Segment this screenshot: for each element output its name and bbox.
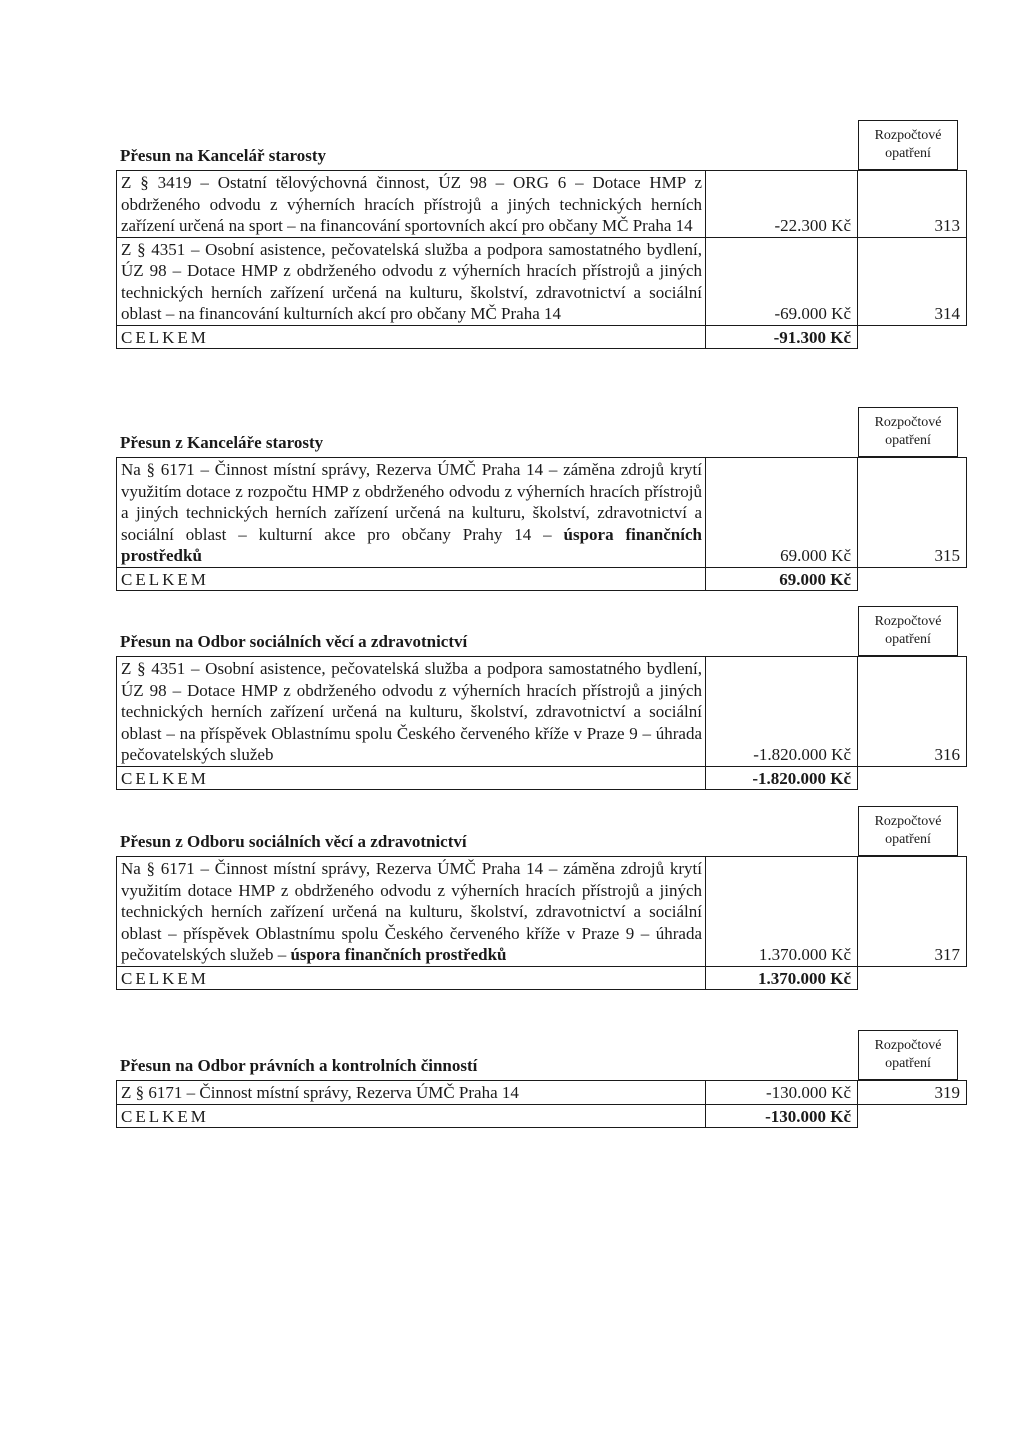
total-empty-cell xyxy=(858,766,967,790)
total-row xyxy=(117,325,967,349)
budget-header-line2: opatření xyxy=(885,433,931,448)
table-row xyxy=(117,1081,967,1105)
section-social-in xyxy=(116,606,958,790)
budget-measure-header xyxy=(858,806,958,856)
table-row xyxy=(117,171,967,238)
row-description: Z § 6171 – Činnost místní správy, Rezerva ÚMČ Praha 14 xyxy=(117,1081,706,1105)
row-measure-number: 319 xyxy=(858,1081,967,1105)
budget-header-line1: Rozpočtové xyxy=(874,1038,942,1053)
section-kancelar-out xyxy=(116,407,958,591)
transfer-table xyxy=(116,457,967,591)
total-amount: -130.000 Kč xyxy=(706,1104,858,1128)
budget-measure-header xyxy=(858,606,958,656)
row-amount: -22.300 Kč xyxy=(706,171,858,238)
row-text: Na § 6171 – Činnost místní správy, Rezerva ÚMČ Praha 14 – záměna zdrojů krytí využitím dotace HMP z obdrženého odvodu z výherních hracích přístrojů a jiných technických herních zařízení určená na kulturu, školství, zdravotnictví a sociální oblast – příspěvek Oblastnímu spolu Českého červeného kříže v Praze 9 – úhrada pečovatelských služeb – xyxy=(121,859,702,964)
total-empty-cell xyxy=(858,325,967,349)
section-header xyxy=(116,1030,958,1080)
row-measure-number: 317 xyxy=(858,857,967,967)
section-header xyxy=(116,806,958,856)
section-kancelar-in xyxy=(116,120,958,349)
table-row xyxy=(117,857,967,967)
table-row xyxy=(117,237,967,325)
row-amount: 1.370.000 Kč xyxy=(706,857,858,967)
transfer-table xyxy=(116,856,967,990)
row-measure-number: 316 xyxy=(858,657,967,767)
row-measure-number: 313 xyxy=(858,171,967,238)
total-row xyxy=(117,567,967,591)
section-legal xyxy=(116,1030,958,1128)
table-row xyxy=(117,657,967,767)
budget-header-line2: opatření xyxy=(885,1056,931,1071)
row-amount: 69.000 Kč xyxy=(706,458,858,568)
budget-measure-header xyxy=(858,407,958,457)
total-row xyxy=(117,1104,967,1128)
section-header xyxy=(116,606,958,656)
budget-header-line2: opatření xyxy=(885,832,931,847)
total-label: CELKEM xyxy=(117,966,706,990)
section-title: Přesun na Odbor právních a kontrolních činností xyxy=(120,1056,478,1075)
table-row xyxy=(117,458,967,568)
total-row xyxy=(117,766,967,790)
row-amount: -1.820.000 Kč xyxy=(706,657,858,767)
section-title: Přesun z Odboru sociálních věcí a zdravotnictví xyxy=(120,832,467,851)
total-empty-cell xyxy=(858,1104,967,1128)
section-header xyxy=(116,407,958,457)
budget-header-line1: Rozpočtové xyxy=(874,128,942,143)
transfer-table xyxy=(116,170,967,349)
section-title: Přesun z Kanceláře starosty xyxy=(120,433,324,452)
total-amount: 1.370.000 Kč xyxy=(706,966,858,990)
budget-header-line1: Rozpočtové xyxy=(874,415,942,430)
row-description xyxy=(117,458,706,568)
budget-header-line1: Rozpočtové xyxy=(874,614,942,629)
row-description: Z § 4351 – Osobní asistence, pečovatelská služba a podpora samostatného bydlení, ÚZ 98 – Dotace HMP z obdrženého odvodu z výherních hracích přístrojů a jiných technických herních zařízení určená na kulturu, školství, zdravotnictví a sociální oblast – na financování kulturních akcí pro občany MČ Praha 14 xyxy=(117,237,706,325)
total-label: CELKEM xyxy=(117,766,706,790)
row-emphasis: úspora finančních prostředků xyxy=(290,945,507,964)
total-empty-cell xyxy=(858,966,967,990)
section-title: Přesun na Kancelář starosty xyxy=(120,146,327,165)
total-amount: 69.000 Kč xyxy=(706,567,858,591)
row-emphasis: úspora finančních prostředků xyxy=(121,524,702,565)
budget-measure-header xyxy=(858,120,958,170)
row-description xyxy=(117,857,706,967)
budget-header-line2: opatření xyxy=(885,146,931,161)
budget-measure-header xyxy=(858,1030,958,1080)
total-label: CELKEM xyxy=(117,1104,706,1128)
transfer-table xyxy=(116,1080,967,1128)
total-label: CELKEM xyxy=(117,325,706,349)
budget-header-line2: opatření xyxy=(885,632,931,647)
row-amount: -69.000 Kč xyxy=(706,237,858,325)
total-label: CELKEM xyxy=(117,567,706,591)
total-empty-cell xyxy=(858,567,967,591)
section-header xyxy=(116,120,958,170)
row-description: Z § 3419 – Ostatní tělovýchovná činnost, ÚZ 98 – ORG 6 – Dotace HMP z obdrženého odvodu z výherních hracích přístrojů a jiných technických herních zařízení určená na sport – na financování sportovních akcí pro občany MČ Praha 14 xyxy=(117,171,706,238)
row-amount: -130.000 Kč xyxy=(706,1081,858,1105)
total-amount: -1.820.000 Kč xyxy=(706,766,858,790)
row-measure-number: 315 xyxy=(858,458,967,568)
row-text: Na § 6171 – Činnost místní správy, Rezerva ÚMČ Praha 14 – záměna zdrojů krytí využitím dotace z rozpočtu HMP z obdrženého odvodu z výherních hracích přístrojů a jiných technických herních zařízení určená na kulturu, školství, zdravotnictví a sociální oblast – kulturní akce pro občany Prahy 14 – xyxy=(121,460,702,544)
section-social-out xyxy=(116,806,958,990)
row-measure-number: 314 xyxy=(858,237,967,325)
total-row xyxy=(117,966,967,990)
section-title: Přesun na Odbor sociálních věcí a zdravotnictví xyxy=(120,632,468,651)
row-description: Z § 4351 – Osobní asistence, pečovatelská služba a podpora samostatného bydlení, ÚZ 98 – Dotace HMP z obdrženého odvodu z výherních hracích přístrojů a jiných technických herních zařízení určená na kulturu, školství, zdravotnictví a sociální oblast – na příspěvek Oblastnímu spolu Českého červeného kříže v Praze 9 – úhrada pečovatelských služeb xyxy=(117,657,706,767)
budget-header-line1: Rozpočtové xyxy=(874,814,942,829)
transfer-table xyxy=(116,656,967,790)
total-amount: -91.300 Kč xyxy=(706,325,858,349)
